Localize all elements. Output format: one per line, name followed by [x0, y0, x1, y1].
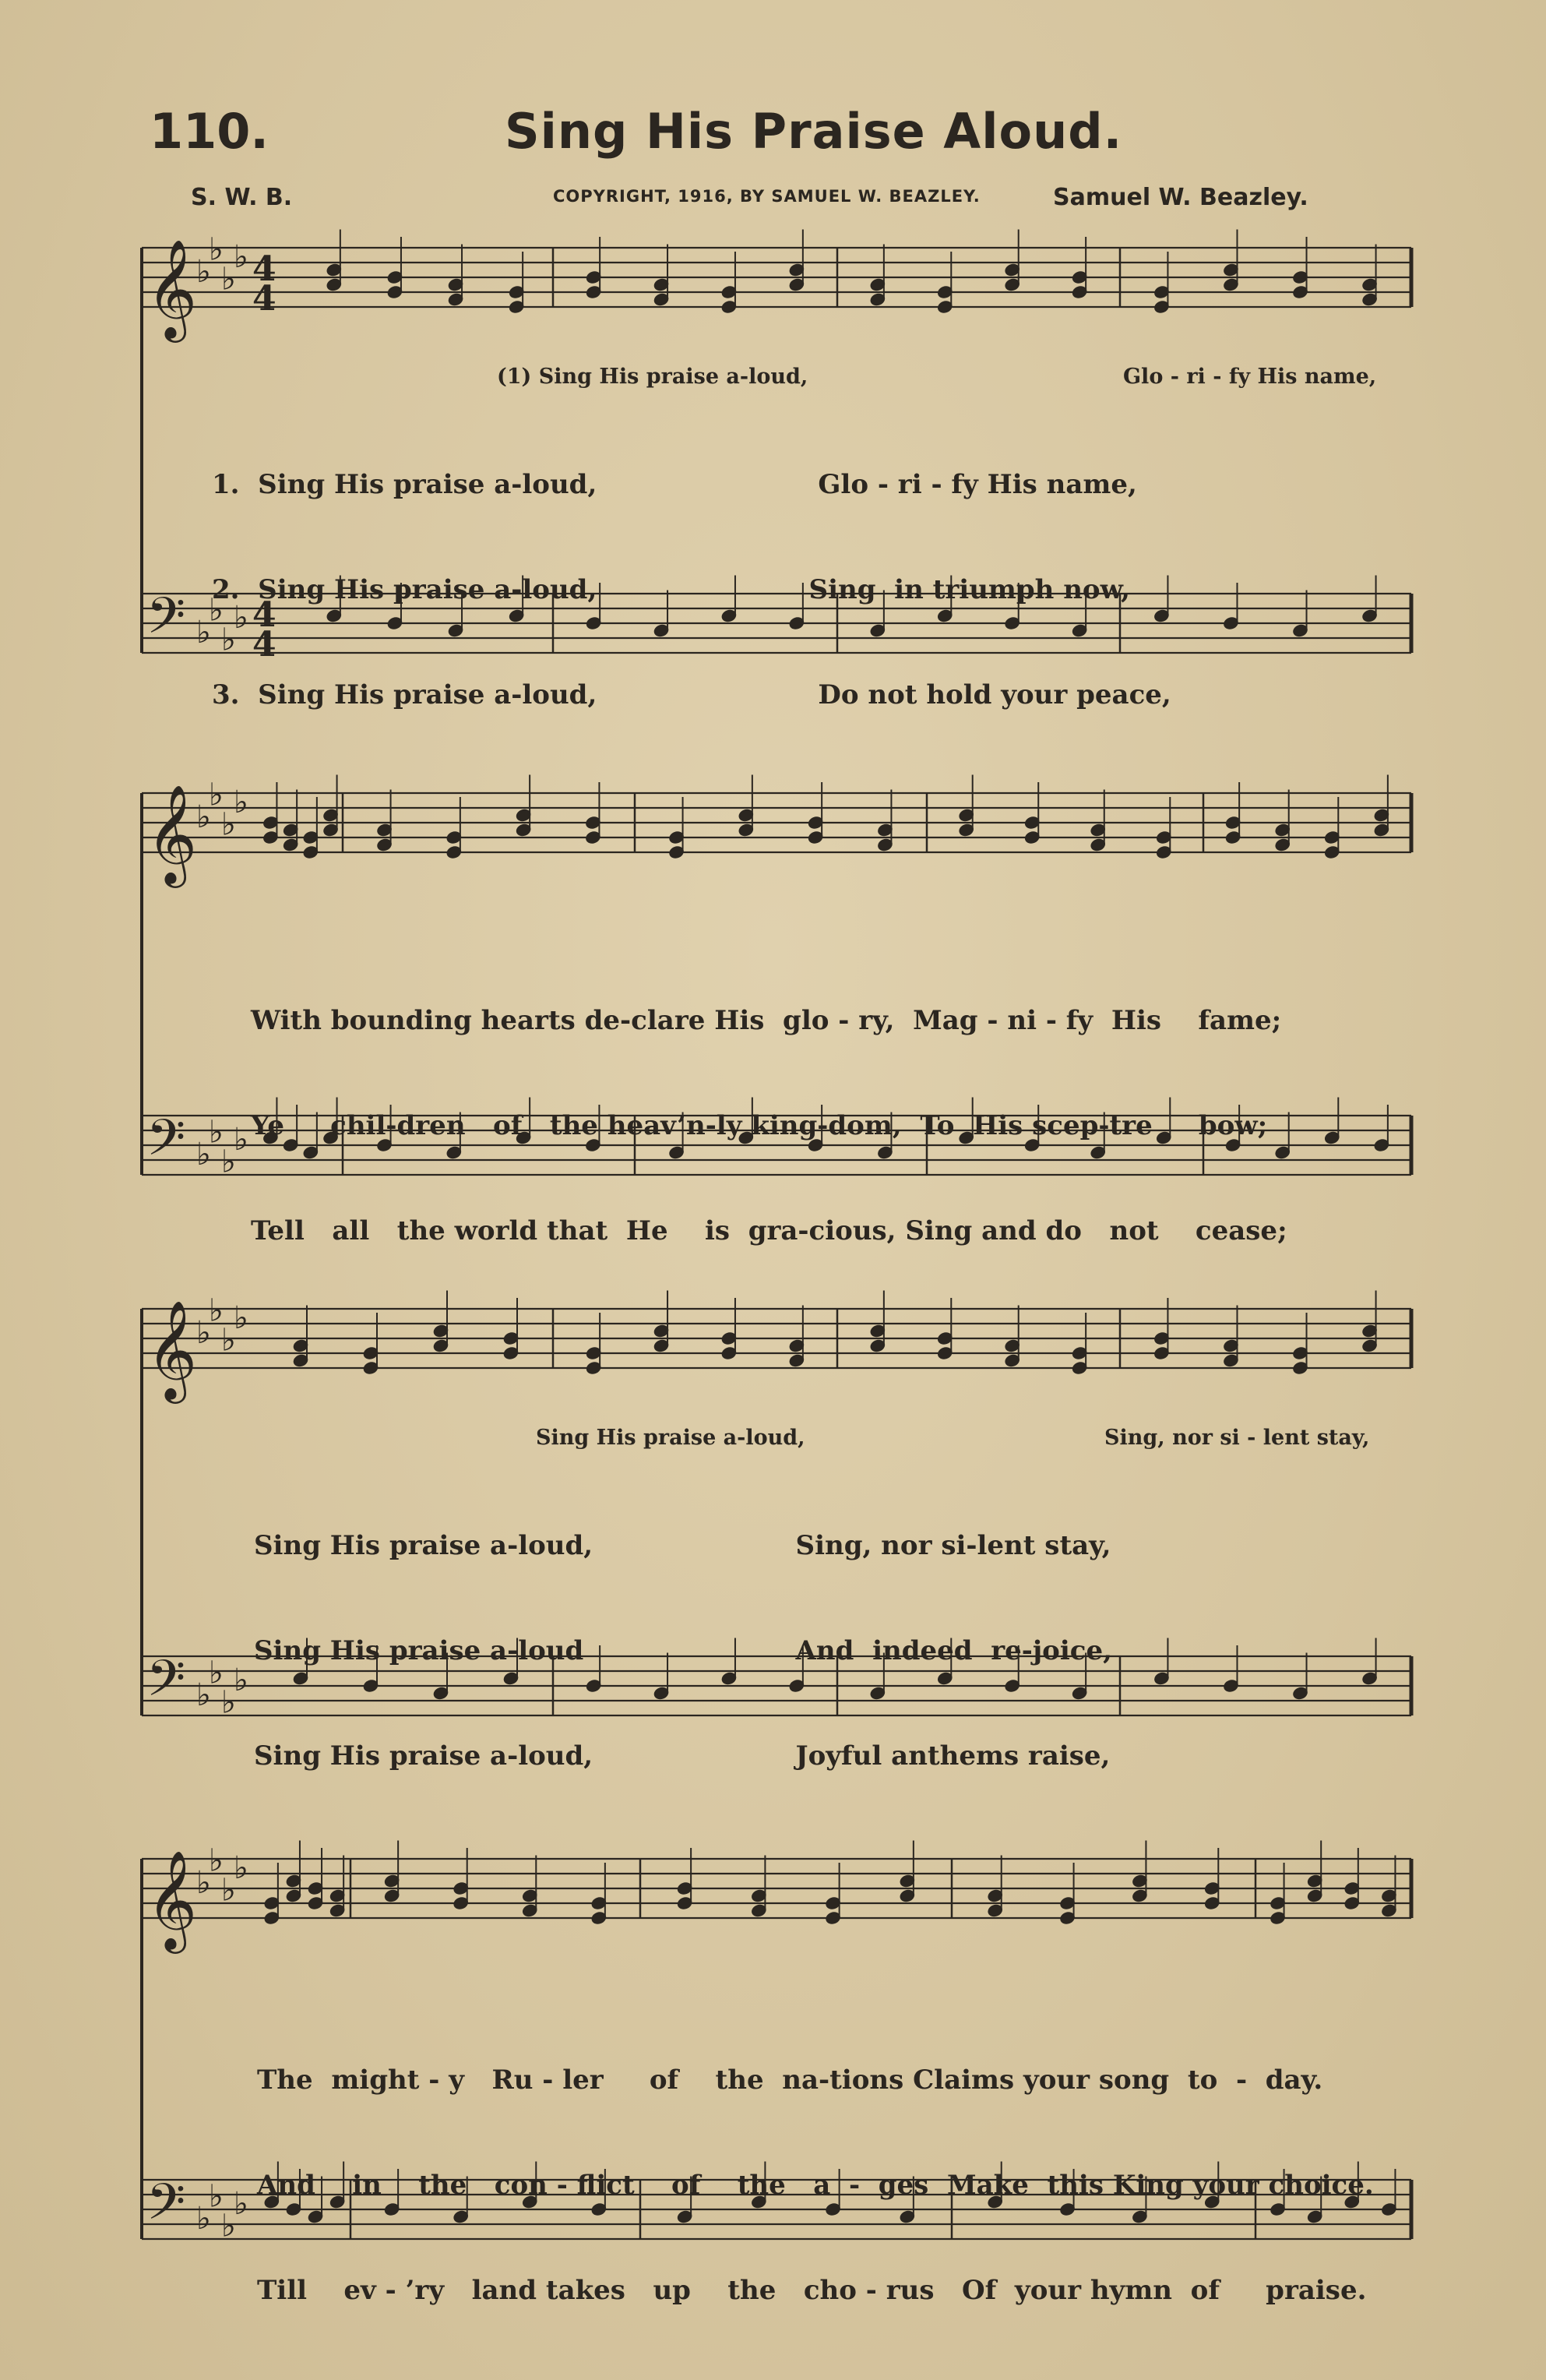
bass-clef-icon: 𝄢 [146, 587, 186, 658]
flat-icon: ♭ [221, 261, 236, 298]
hymn-title: Sing His Praise Aloud. [505, 103, 1123, 160]
treble-clef-icon: 𝄞 [146, 784, 198, 883]
flat-icon: ♭ [209, 231, 224, 268]
cue-text-left-3: Sing His praise a-loud, [536, 1426, 805, 1450]
flat-icon: ♭ [209, 592, 224, 629]
lyric-line: 3. Sing His praise a-loud, Do not hold your peace, [212, 679, 1171, 710]
flat-icon: ♭ [234, 600, 248, 636]
flat-icon: ♭ [196, 1865, 211, 1901]
lyric-line: With bounding hearts de-clare His glo - ry, Mag - ni - fy His fame; [251, 1005, 1282, 1036]
flat-icon: ♭ [209, 2178, 224, 2215]
flat-icon: ♭ [209, 1114, 224, 1151]
lyrics-system-1 [212, 397, 1171, 748]
flat-icon: ♭ [221, 622, 236, 658]
treble-clef-icon: 𝄞 [146, 1849, 198, 1949]
flat-icon: ♭ [196, 1137, 211, 1172]
flat-icon: ♭ [221, 1872, 236, 1909]
lyrics-system-2 [251, 933, 1287, 1284]
flat-icon: ♭ [196, 799, 211, 835]
flat-icon: ♭ [209, 1842, 224, 1879]
flat-icon: ♭ [221, 1684, 236, 1721]
bass-clef-icon: 𝄢 [146, 1650, 186, 1720]
lyric-line: Sing His praise a-loud, Joyful anthems raise, [254, 1740, 1111, 1772]
flat-icon: ♭ [221, 1322, 236, 1359]
flat-icon: ♭ [234, 239, 248, 275]
lyric-line: Till ev - ’ry land takes up the cho - rus Of your hymn of praise. [257, 2275, 1367, 2306]
bass-clef-icon: 𝄢 [146, 2174, 186, 2244]
time-signature-top: 4 [252, 595, 276, 635]
flat-icon: ♭ [209, 1292, 224, 1329]
words-credit: S. W. B. [191, 184, 293, 211]
flat-icon: ♭ [234, 1300, 248, 1336]
treble-clef-icon: 𝄞 [146, 1299, 198, 1399]
flat-icon: ♭ [209, 1655, 224, 1691]
flat-icon: ♭ [196, 254, 211, 290]
flat-icon: ♭ [234, 1122, 248, 1158]
flat-icon: ♭ [234, 785, 248, 820]
lyric-line: 2. Sing His praise a-loud, Sing in triumph now, [212, 574, 1130, 605]
lyric-line: Tell all the world that He is gra-cious, Sing and do not cease; [251, 1215, 1287, 1246]
flat-icon: ♭ [209, 777, 224, 813]
flat-icon: ♭ [196, 1315, 211, 1351]
flat-icon: ♭ [221, 2208, 236, 2244]
flat-icon: ♭ [221, 806, 236, 843]
lyric-line: And in the con - flict of the a - ges Make this King your choice. [257, 2170, 1374, 2201]
lyric-line: Ye chil-dren of the heav’n-ly king-dom, To His scep-tre bow; [251, 1110, 1268, 1141]
lyric-line: 1. Sing His praise a-loud, Glo - ri - fy His name, [212, 469, 1137, 500]
lyrics-system-4 [257, 1993, 1374, 2343]
cue-text-right-1: Glo - ri - fy His name, [1123, 365, 1377, 389]
flat-icon: ♭ [234, 1850, 248, 1886]
time-signature-bottom: 4 [252, 625, 276, 665]
lyric-line: Sing His praise a-loud And indeed re-joice, [254, 1635, 1112, 1666]
lyric-line: Sing His praise a-loud, Sing, nor si-lent stay, [254, 1530, 1111, 1561]
flat-icon: ♭ [234, 2186, 248, 2222]
cue-text-left-1: (1) Sing His praise a-loud, [497, 365, 808, 389]
bass-clef-icon: 𝄢 [146, 1109, 186, 1179]
time-signature-top: 4 [252, 249, 276, 289]
flat-icon: ♭ [196, 615, 211, 651]
treble-clef-icon: 𝄞 [146, 238, 198, 338]
flat-icon: ♭ [221, 1144, 236, 1180]
copyright-notice: COPYRIGHT, 1916, BY SAMUEL W. BEAZLEY. [553, 187, 981, 206]
lyric-line: The might - y Ru - ler of the na-tions Claims your song to - day. [257, 2064, 1323, 2096]
flat-icon: ♭ [196, 1677, 211, 1713]
time-signature-bottom: 4 [252, 279, 276, 319]
hymn-number: 110. [150, 103, 269, 160]
flat-icon: ♭ [234, 1662, 248, 1698]
cue-text-right-3: Sing, nor si - lent stay, [1104, 1426, 1370, 1450]
composer-credit: Samuel W. Beazley. [1053, 184, 1308, 211]
flat-icon: ♭ [196, 2201, 211, 2237]
lyrics-system-3 [254, 1458, 1112, 1809]
